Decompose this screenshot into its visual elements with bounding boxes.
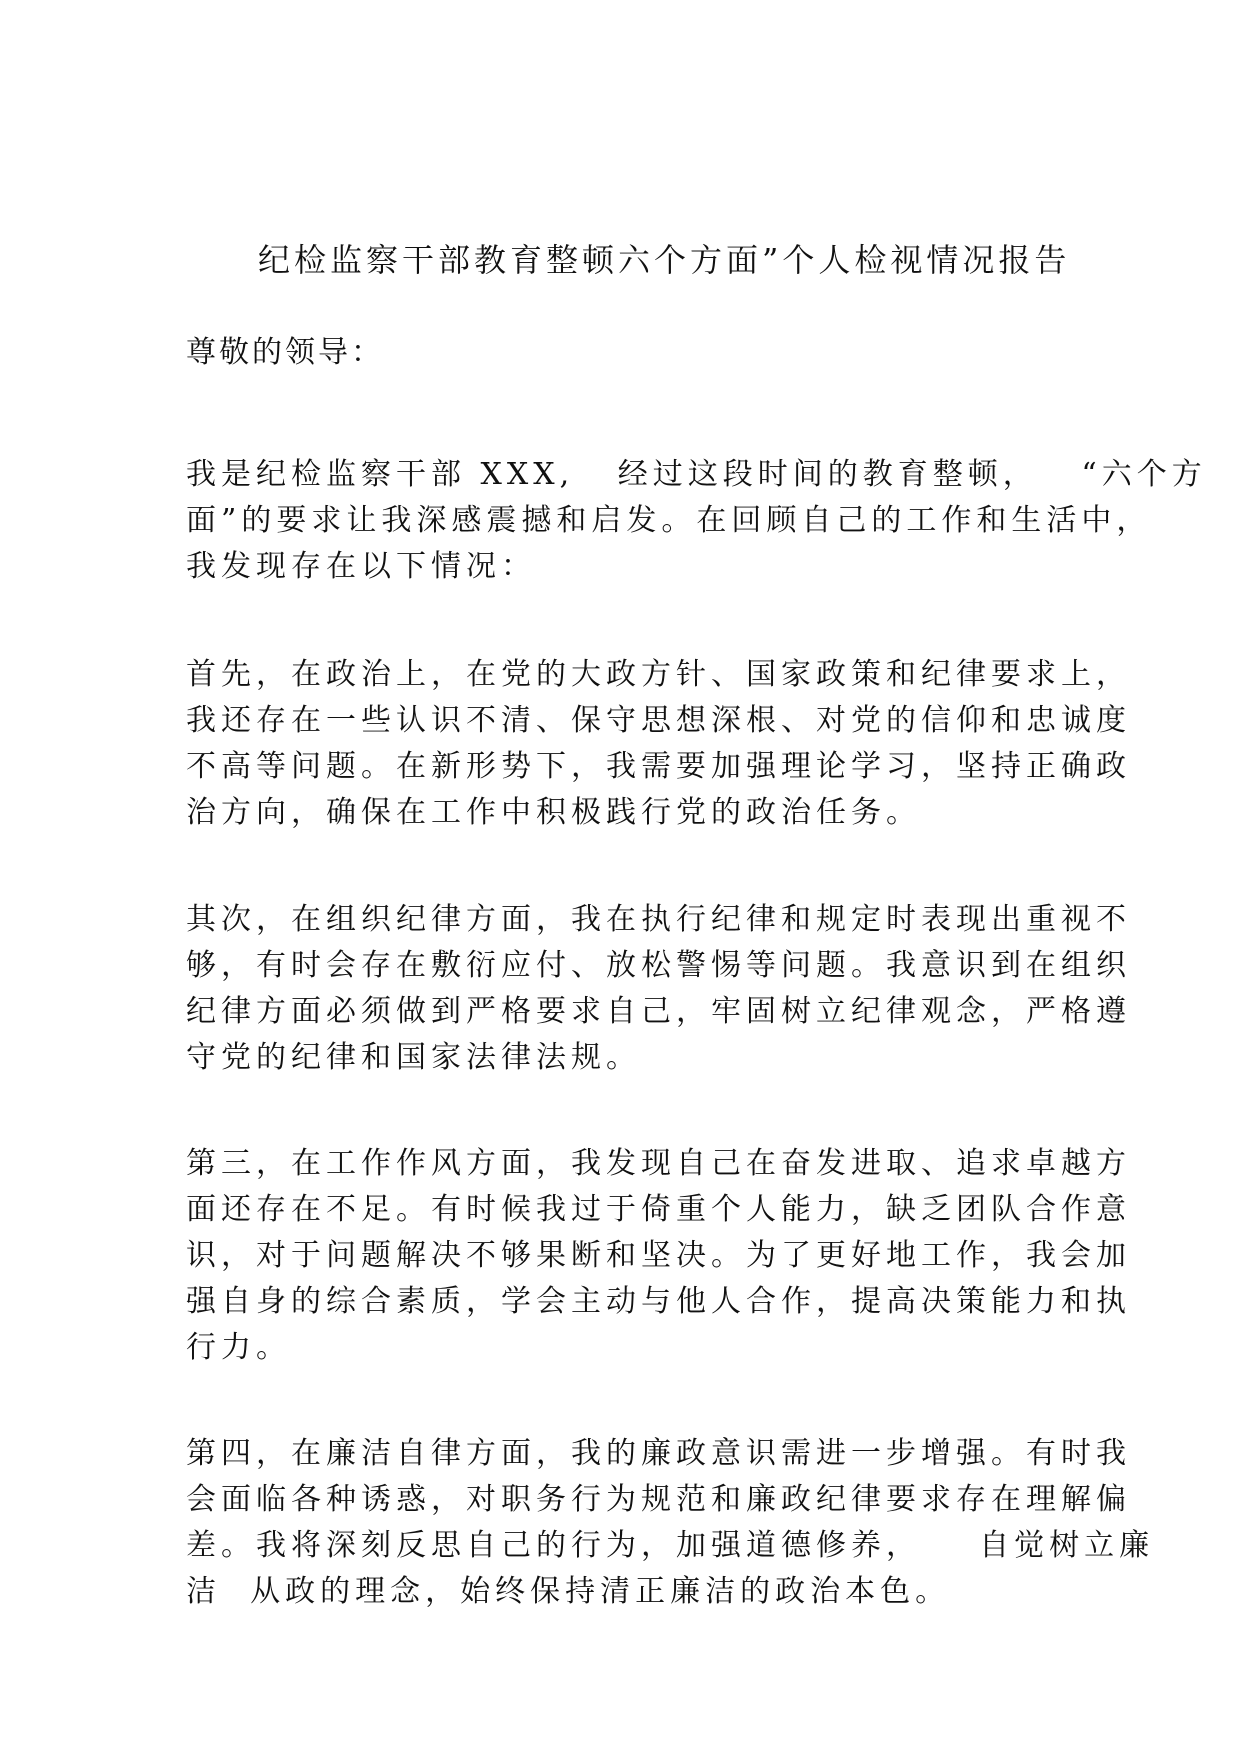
paragraph-line: 面还存在不足。有时候我过于倚重个人能力，缺乏团队合作意 — [186, 1192, 1131, 1227]
paragraph-intro — [186, 452, 1207, 590]
paragraph-line: 行力。 — [186, 1330, 291, 1365]
paragraph-line: 识，对于问题解决不够果断和坚决。为了更好地工作，我会加 — [186, 1238, 1131, 1273]
paragraph-line: 首先，在政治上，在党的大政方针、国家政策和纪律要求上， — [186, 657, 1131, 692]
paragraph-line: 差。我将深刻反思自己的行为，加强道德修养， 自觉树立廉 — [186, 1528, 1155, 1563]
paragraph-integrity — [186, 1431, 1155, 1615]
paragraph-line: 我是纪检监察干部 XXX, 经过这段时间的教育整顿， “六个方 — [186, 457, 1207, 492]
paragraph-line: 不高等问题。在新形势下，我需要加强理论学习，坚持正确政 — [186, 749, 1131, 784]
paragraph-line: 纪律方面必须做到严格要求自己，牢固树立纪律观念，严格遵 — [186, 994, 1131, 1029]
paragraph-work-style — [186, 1141, 1131, 1371]
document-title: 纪检监察干部教育整顿六个方面”个人检视情况报告 — [258, 241, 1071, 279]
paragraph-line: 面”的要求让我深感震撼和启发。在回顾自己的工作和生活中， — [186, 503, 1152, 538]
paragraph-line: 第三，在工作作风方面，我发现自己在奋发进取、追求卓越方 — [186, 1146, 1131, 1181]
salutation: 尊敬的领导： — [186, 335, 384, 370]
paragraph-line: 够，有时会存在敷衍应付、放松警惕等问题。我意识到在组织 — [186, 948, 1131, 983]
paragraph-line: 强自身的综合素质，学会主动与他人合作，提高决策能力和执 — [186, 1284, 1131, 1319]
paragraph-line: 洁 从政的理念，始终保持清正廉洁的政治本色。 — [186, 1574, 951, 1609]
paragraph-line: 治方向，确保在工作中积极践行党的政治任务。 — [186, 795, 921, 830]
paragraph-political — [186, 652, 1131, 836]
paragraph-line: 我还存在一些认识不清、保守思想深根、对党的信仰和忠诚度 — [186, 703, 1131, 738]
paragraph-line: 守党的纪律和国家法律法规。 — [186, 1040, 641, 1075]
paragraph-line: 第四，在廉洁自律方面，我的廉政意识需进一步增强。有时我 — [186, 1436, 1131, 1471]
paragraph-line: 我发现存在以下情况： — [186, 549, 536, 584]
paragraph-line: 其次，在组织纪律方面，我在执行纪律和规定时表现出重视不 — [186, 902, 1131, 937]
paragraph-line: 会面临各种诱惑，对职务行为规范和廉政纪律要求存在理解偏 — [186, 1482, 1131, 1517]
paragraph-discipline — [186, 897, 1131, 1081]
